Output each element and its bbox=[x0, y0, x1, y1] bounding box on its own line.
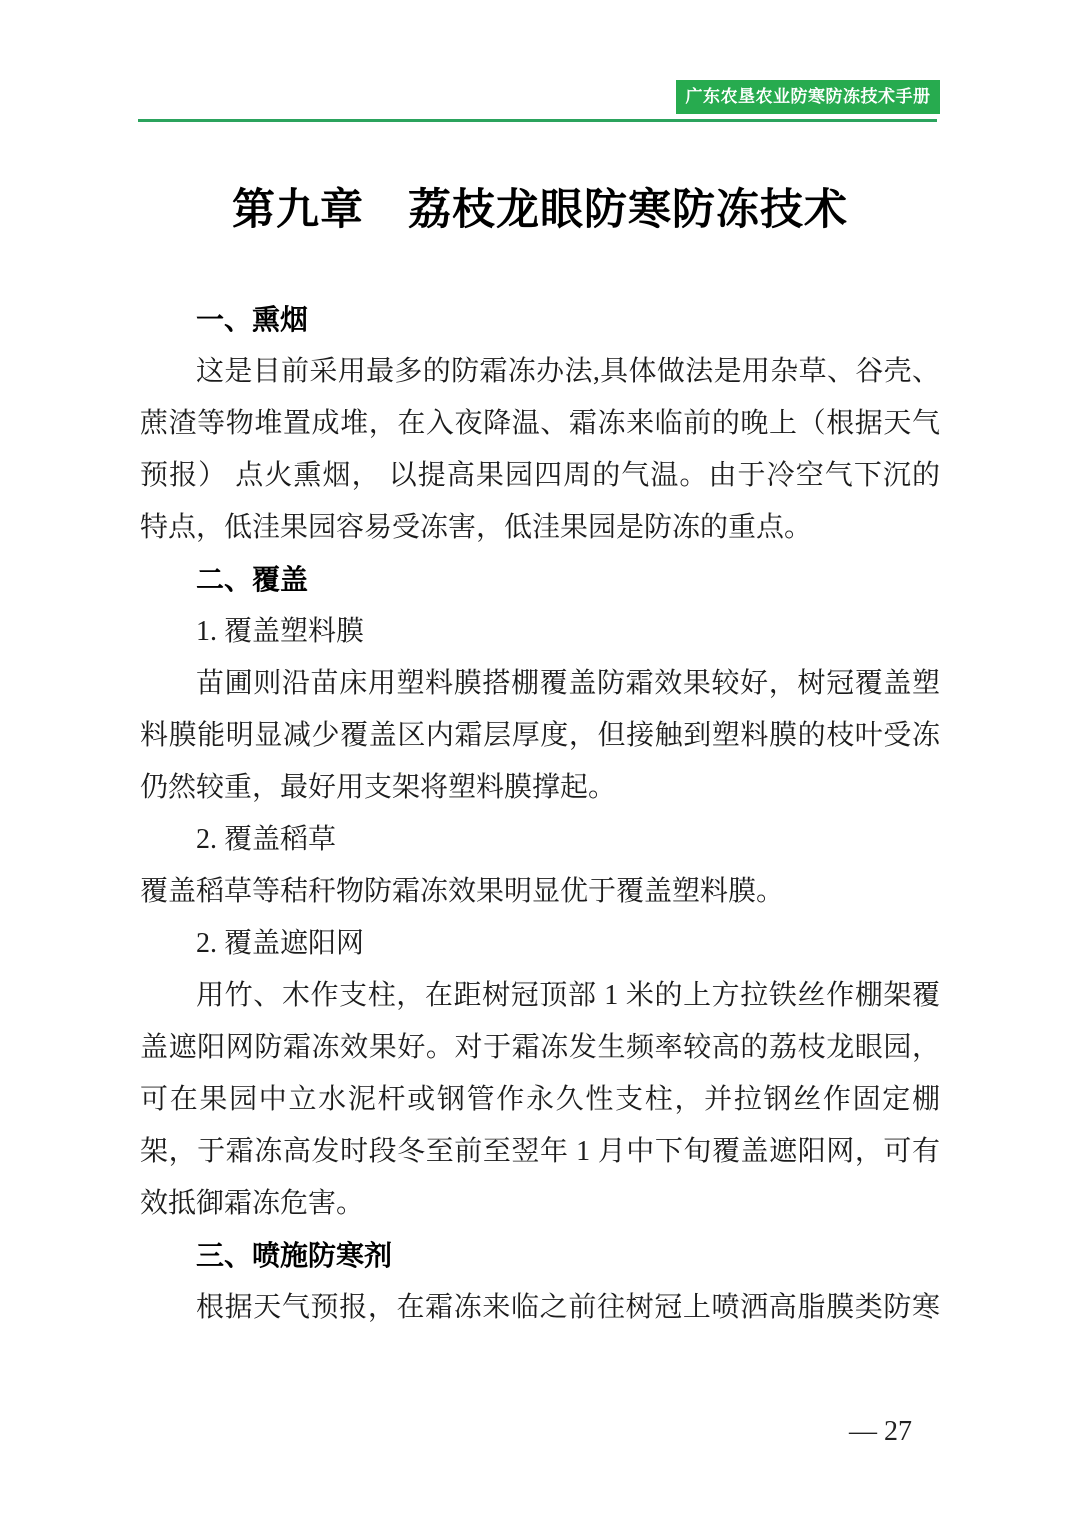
body-line: 盖遮阳网防霜冻效果好。对于霜冻发生频率较高的荔枝龙眼园， bbox=[140, 1032, 940, 1063]
sub-heading: 2. 覆盖稻草 bbox=[196, 824, 337, 855]
body-line: 架，于霜冻高发时段冬至前至翌年 1 月中下旬覆盖遮阳网，可有 bbox=[140, 1136, 940, 1167]
body-line: 用竹、木作支柱，在距树冠顶部 1 米的上方拉铁丝作棚架覆 bbox=[196, 980, 940, 1011]
body-line: 根据天气预报，在霜冻来临之前往树冠上喷洒高脂膜类防寒 bbox=[196, 1292, 940, 1323]
section-heading-3: 三、喷施防寒剂 bbox=[196, 1240, 393, 1271]
section-heading-1: 一、熏烟 bbox=[196, 304, 309, 335]
header-badge: 广东农垦农业防寒防冻技术手册 bbox=[676, 80, 940, 114]
body-line: 苗圃则沿苗床用塑料膜搭棚覆盖防霜效果较好，树冠覆盖塑 bbox=[196, 668, 940, 699]
body-line: 料膜能明显减少覆盖区内霜层厚度，但接触到塑料膜的枝叶受冻 bbox=[140, 720, 940, 751]
body-line: 效抵御霜冻危害。 bbox=[140, 1188, 365, 1219]
body-line: 覆盖稻草等秸秆物防霜冻效果明显优于覆盖塑料膜。 bbox=[140, 876, 785, 907]
header-rule bbox=[138, 119, 937, 122]
body-line: 这是目前采用最多的防霜冻办法,具体做法是用杂草、谷壳、 bbox=[196, 356, 940, 387]
body-line: 预报） 点火熏烟， 以提高果园四周的气温。由于冷空气下沉的 bbox=[140, 460, 940, 491]
sub-heading: 2. 覆盖遮阳网 bbox=[196, 928, 365, 959]
body-line: 特点，低洼果园容易受冻害，低洼果园是防冻的重点。 bbox=[140, 512, 813, 543]
body-line: 仍然较重，最好用支架将塑料膜撑起。 bbox=[140, 772, 617, 803]
page-title: 第九章 荔枝龙眼防寒防冻技术 bbox=[232, 187, 848, 234]
page-body bbox=[140, 294, 940, 1334]
body-line: 蔗渣等物堆置成堆，在入夜降温、霜冻来临前的晚上（根据天气 bbox=[140, 408, 940, 439]
body-line: 可在果园中立水泥杆或钢管作永久性支柱，并拉钢丝作固定棚 bbox=[140, 1084, 940, 1115]
page-number: — 27 bbox=[849, 1416, 912, 1447]
section-heading-2: 二、覆盖 bbox=[196, 564, 309, 595]
sub-heading: 1. 覆盖塑料膜 bbox=[196, 616, 365, 647]
